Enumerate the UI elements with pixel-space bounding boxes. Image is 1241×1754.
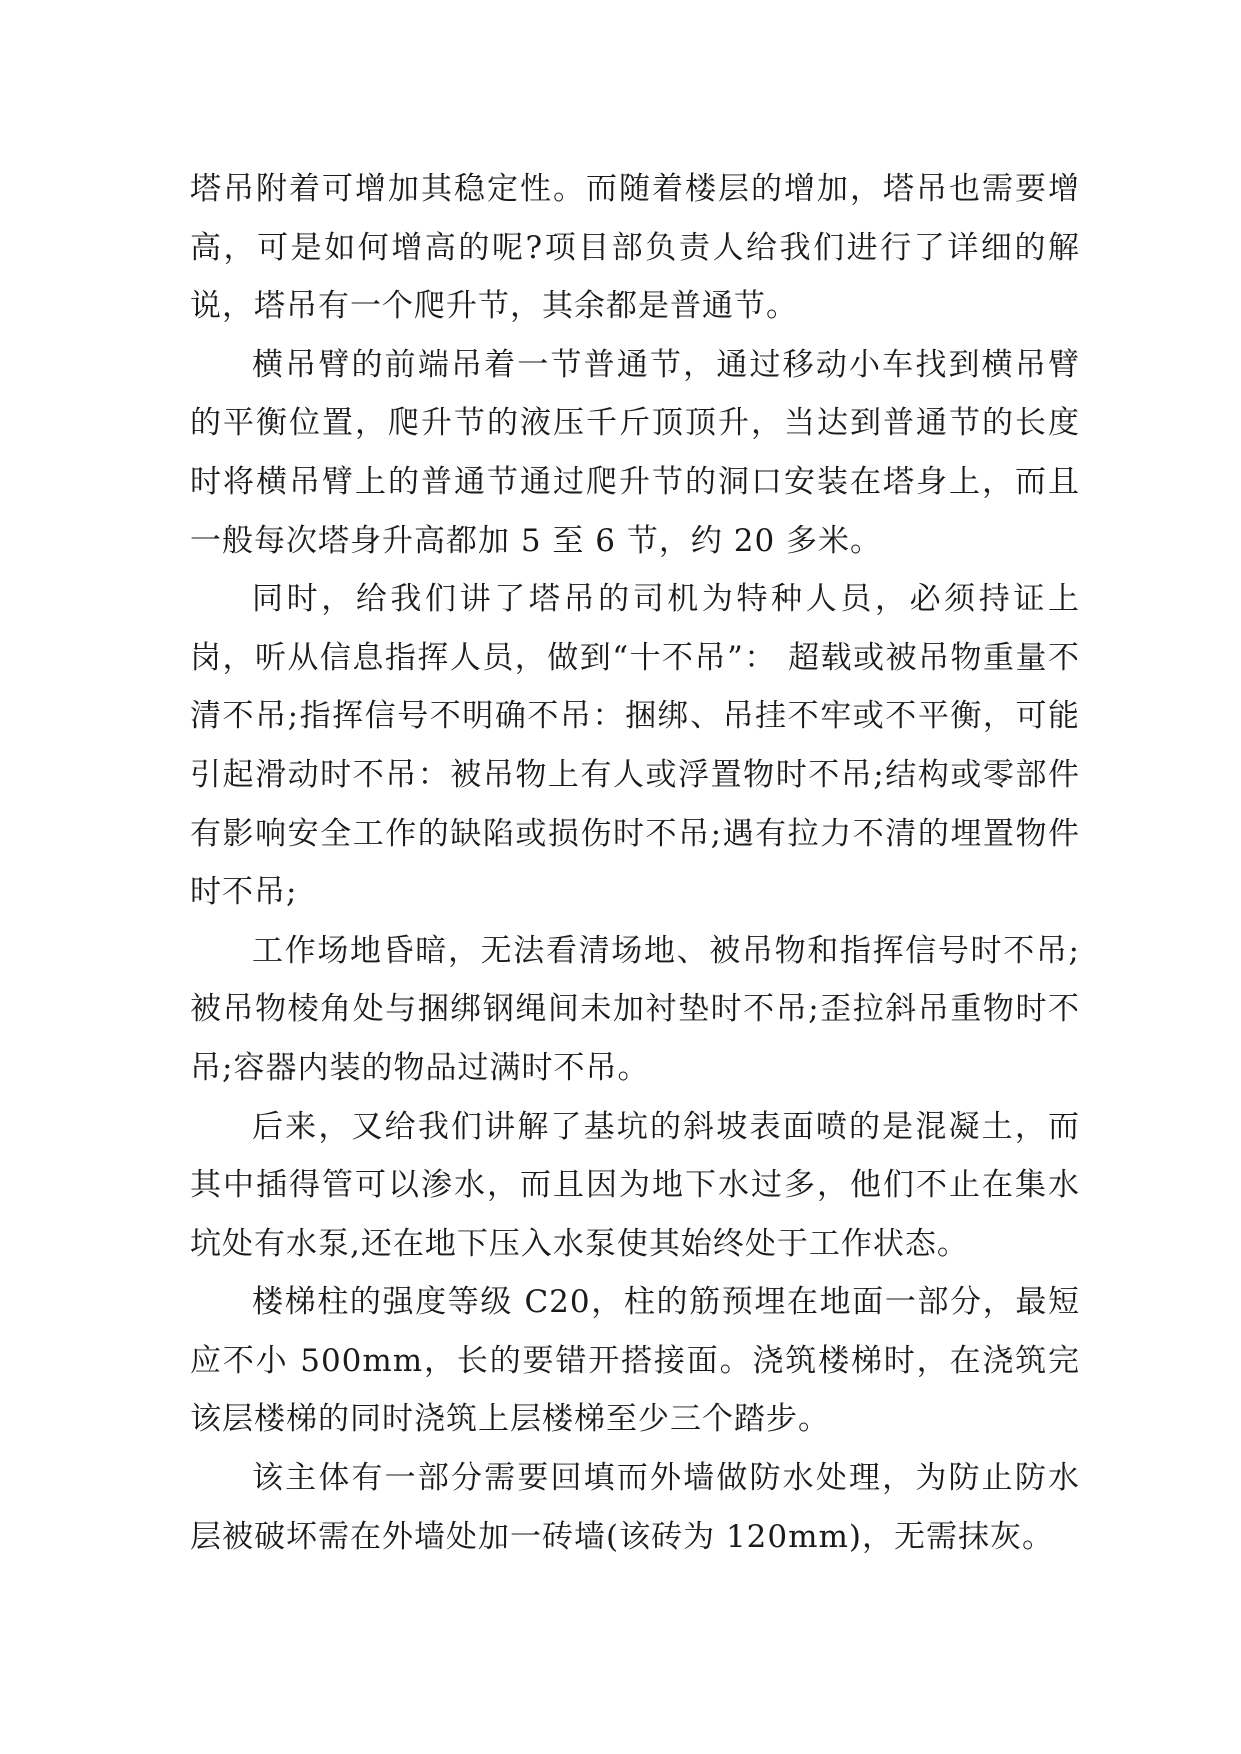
paragraph-stair-column: 楼梯柱的强度等级 C20，柱的筋预埋在地面一部分，最短应不小 500mm，长的要错开搭接面。浇筑楼梯时，在浇筑完该层楼梯的同时浇筑上层楼梯至少三个踏步。 [190,1284,1080,1438]
paragraph-waterproofing-wall: 该主体有一部分需要回填而外墙做防水处理，为防止防水层被破坏需在外墙处加一砖墙(该砖为 120mm)，无需抹灰。 [190,1460,1080,1555]
paragraph-site-conditions: 工作场地昏暗，无法看清场地、被吊物和指挥信号时不吊;被吊物棱角处与捆绑钢绳间未加衬垫时不吊;歪拉斜吊重物时不吊;容器内装的物品过满时不吊。 [190,932,1080,1086]
paragraph-ten-no-lift-rules: 同时，给我们讲了塔吊的司机为特种人员，必须持证上岗，听从信息指挥人员，做到“十不吊”： 超载或被吊物重量不清不吊;指挥信号不明确不吊：捆绑、吊挂不牢或不平衡，可能引起滑动时不吊：被吊物上有人或浮置物时不吊;结构或零部件有影响安全工作的缺陷或损伤时不吊;遇有拉力不清的埋置物件时不吊; [190,581,1080,911]
document-body [190,160,1080,1566]
paragraph-tower-crane-height: 塔吊附着可增加其稳定性。而随着楼层的增加，塔吊也需要增高，可是如何增高的呢?项目部负责人给我们进行了详细的解说，塔吊有一个爬升节，其余都是普通节。 [190,171,1080,325]
paragraph-foundation-pit: 后来，又给我们讲解了基坑的斜坡表面喷的是混凝土，而其中插得管可以渗水，而且因为地下水过多，他们不止在集水坑处有水泵,还在地下压入水泵使其始终处于工作状态。 [190,1108,1080,1262]
paragraph-jib-balance: 横吊臂的前端吊着一节普通节，通过移动小车找到横吊臂的平衡位置，爬升节的液压千斤顶顶升，当达到普通节的长度时将横吊臂上的普通节通过爬升节的洞口安装在塔身上，而且一般每次塔身升高都加 5 至 6 节，约 20 多米。 [190,346,1080,559]
